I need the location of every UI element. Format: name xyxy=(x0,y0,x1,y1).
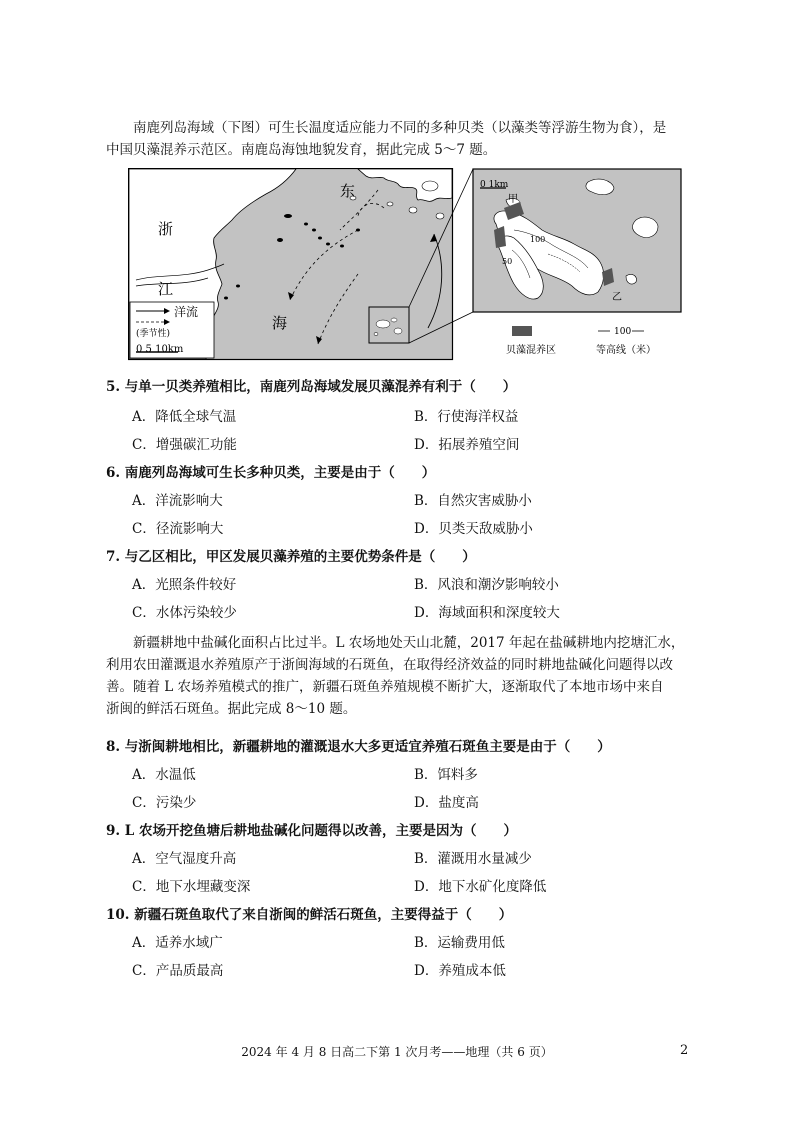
page-footer: 2024 年 4 月 8 日高二下第 1 次月考——地理（共 6 页） xyxy=(241,1045,553,1059)
q8-option-c[interactable]: C．污染少 xyxy=(132,795,197,811)
q10-option-a[interactable]: A．适养水域广 xyxy=(132,935,223,951)
intro-2-line-3: 善。随着 L 农场养殖模式的推广，新疆石斑鱼养殖规模不断扩大，逐渐取代了本地市场中来自 xyxy=(106,679,664,695)
question-5: 5. 与单一贝类养殖相比，南鹿列岛海域发展贝藻混养有利于（ ） xyxy=(106,379,517,395)
legend-current-label: 洋流 xyxy=(174,305,199,319)
question-6: 6. 南鹿列岛海域可生长多种贝类，主要是由于（ ） xyxy=(106,465,436,481)
page-number: 2 xyxy=(680,1043,689,1058)
q5-option-b[interactable]: B．行使海洋权益 xyxy=(414,409,519,425)
legend-contour-label: 等高线（米） xyxy=(596,345,656,356)
q8-option-b[interactable]: B．饵料多 xyxy=(414,767,478,783)
inset-scale-label: 0 1km xyxy=(480,180,509,190)
q6-option-d[interactable]: D．贝类天敌威胁小 xyxy=(414,521,533,537)
q9-option-c[interactable]: C．地下水埋藏变深 xyxy=(132,879,251,895)
intro-paragraph-1 xyxy=(106,117,696,161)
legend-farm-label: 贝藻混养区 xyxy=(506,345,556,356)
question-8: 8. 与浙闽耕地相比，新疆耕地的灌溉退水大多更适宜养殖石斑鱼主要是由于（ ） xyxy=(106,739,611,755)
q5-option-c[interactable]: C．增强碳汇功能 xyxy=(132,437,237,453)
q10-option-c[interactable]: C．产品质最高 xyxy=(132,963,224,979)
q8-option-a[interactable]: A．水温低 xyxy=(132,767,196,783)
q9-option-d[interactable]: D．地下水矿化度降低 xyxy=(414,879,547,895)
q6-option-b[interactable]: B．自然灾害威胁小 xyxy=(414,493,532,509)
q6-option-c[interactable]: C．径流影响大 xyxy=(132,521,224,537)
intro-2-line-4: 浙闽的鲜活石斑鱼。据此完成 8～10 题。 xyxy=(106,701,357,717)
legend-seasonal-label: (季节性) xyxy=(136,329,171,339)
q9-option-a[interactable]: A．空气湿度升高 xyxy=(132,851,237,867)
intro-paragraph-2 xyxy=(106,632,706,720)
question-9: 9. L 农场开挖鱼塘后耕地盐碱化问题得以改善，主要是因为（ ） xyxy=(106,823,517,839)
q8-option-d[interactable]: D．盐度高 xyxy=(414,795,479,811)
q7-option-d[interactable]: D．海域面积和深度较大 xyxy=(414,605,560,621)
q10-option-b[interactable]: B．运输费用低 xyxy=(414,935,505,951)
label-dong: 东 xyxy=(340,182,356,200)
label-zhe: 浙 xyxy=(158,220,174,238)
contour-label-50: 50 xyxy=(502,257,513,266)
q7-option-a[interactable]: A．光照条件较好 xyxy=(132,577,237,593)
q9-option-b[interactable]: B．灌溉用水量减少 xyxy=(414,851,532,867)
legend-contour-value: 100 xyxy=(614,327,632,337)
intro-2-line-2: 利用农田灌溉退水养殖原产于浙闽海域的石斑鱼，在取得经济效益的同时耕地盐碱化问题得以改 xyxy=(106,657,673,673)
scale-bar-label: 0 5 10km xyxy=(136,344,184,355)
intro-1-line-1: 南鹿列岛海域（下图）可生长温度适应能力不同的多种贝类（以藻类等浮游生物为食），是 xyxy=(133,120,667,136)
q5-option-d[interactable]: D．拓展养殖空间 xyxy=(414,437,520,453)
label-hai: 海 xyxy=(272,314,288,332)
q7-option-b[interactable]: B．风浪和潮汐影响较小 xyxy=(414,577,559,593)
q6-option-a[interactable]: A．洋流影响大 xyxy=(132,493,223,509)
label-yi: 乙 xyxy=(612,292,622,303)
q5-option-a[interactable]: A．降低全球气温 xyxy=(132,409,237,425)
question-7: 7. 与乙区相比，甲区发展贝藻养殖的主要优势条件是（ ） xyxy=(106,549,476,565)
intro-2-line-1: 新疆耕地中盐碱化面积占比过半。L 农场地处天山北麓，2017 年起在盐碱耕地内挖塘汇水， xyxy=(133,635,685,651)
label-jiang: 江 xyxy=(158,280,174,298)
q7-option-c[interactable]: C．水体污染较少 xyxy=(132,605,237,621)
label-jia: 甲 xyxy=(508,194,518,205)
map-figure xyxy=(128,168,684,364)
farm-area-west xyxy=(494,226,506,248)
question-10: 10. 新疆石斑鱼取代了来自浙闽的鲜活石斑鱼，主要得益于（ ） xyxy=(106,907,513,923)
intro-1-line-2: 中国贝藻混养示范区。南鹿岛海蚀地貌发育，据此完成 5～7 题。 xyxy=(106,142,497,158)
legend-farm-swatch xyxy=(512,326,532,336)
contour-label-100: 100 xyxy=(530,235,546,244)
q10-option-d[interactable]: D．养殖成本低 xyxy=(414,963,506,979)
